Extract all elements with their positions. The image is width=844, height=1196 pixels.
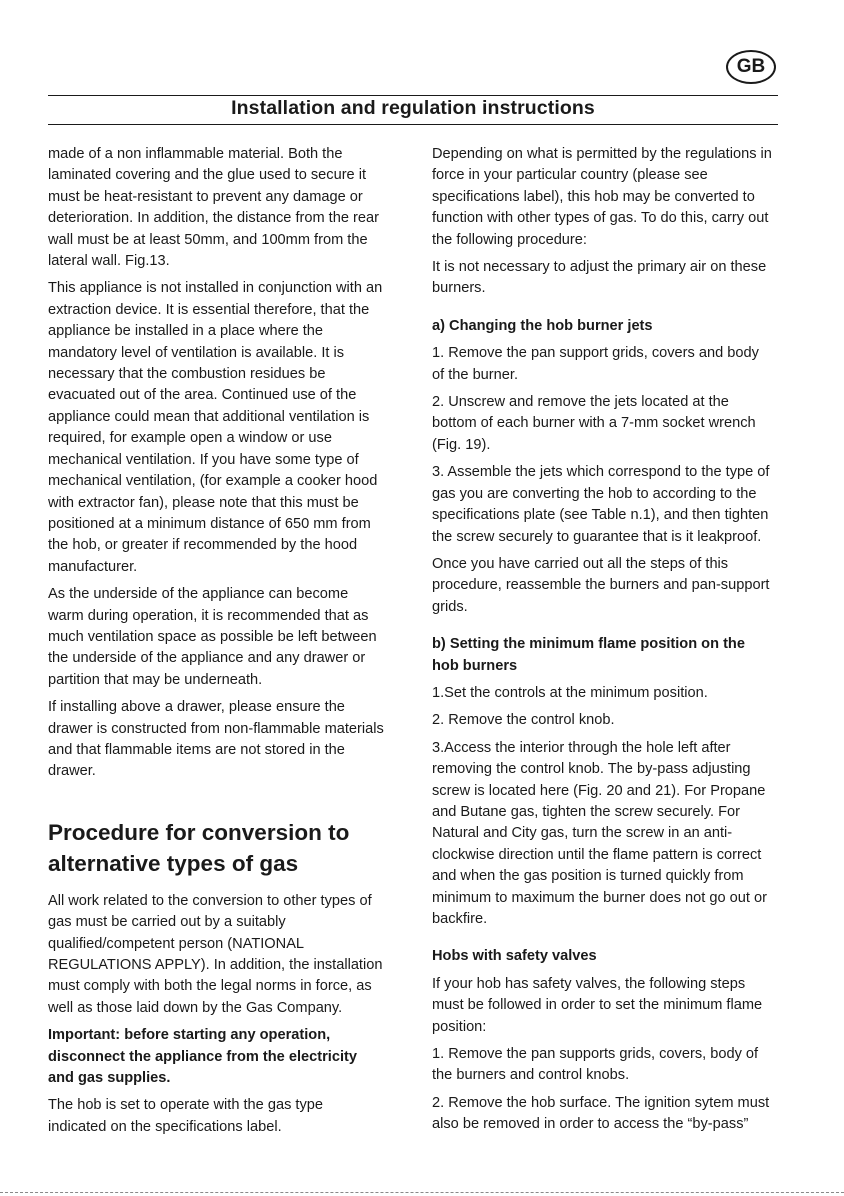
step: 2. Remove the hob surface. The ignition sytem must also be removed in order to access the “by-pass” [432,1094,770,1133]
paragraph: made of a non inflammable material. Both the laminated covering and the glue used to secure it must be heat-resistant to prevent any damage or deterioration. In addition, the distance from the rear wall must be at least 50mm, and 100mm from the lateral wall. Fig.13. [48,146,379,270]
paragraph: Depending on what is permitted by the regulations in force in your particular country (please see specifications label), this hob may be converted to function with other types of gas. To do this, carry out the following procedure: [432,146,772,248]
step: 3.Access the interior through the hole left after removing the control knob. The by-pass adjusting screw is located here (Fig. 20 and 21). For Propane and Butane gas, tighten the screw securely. For Natural and City gas, turn the screw in an anti-clockwise direction until the flame pattern is correct and when the gas position is turned quickly from minimum to maximum the burner does not go out or backfire. [432,739,767,927]
paragraph: The hob is set to operate with the gas type indicated on the specifications label. [48,1097,324,1135]
step: 3. Assemble the jets which correspond to the type of gas you are converting the hob to according to the specifications plate (see Table n.1), and then tighten the screw securely to guarantee that is it leakproof. [432,464,770,545]
paragraph: If your hob has safety valves, the following steps must be followed in order to set the minimum flame position: [432,975,763,1035]
header-top-rule [48,95,778,96]
paragraph: This appliance is not installed in conjunction with an extraction device. It is essential therefore, that the appliance be installed in a place where the mandatory level of ventilation is available. It is necessary that the combustion residues be evacuated out of the area. Continued use of the appliance could mean that additional ventilation is required, for example open a window or use mechanical ventilation. If you have some type of mechanical ventilation, (for example a cooker hood with extractor fan), please note that this must be positioned at a minimum distance of 650 mm from the hob, or greater if recommended by the hood manufacturer. [48,280,383,575]
step: 2. Unscrew and remove the jets located at the bottom of each burner with a 7-mm socket wrench (Fig. 19). [432,394,756,453]
left-column [48,144,384,1144]
page-bottom-edge [0,1192,844,1193]
subheading-safety-valves: Hobs with safety valves [432,948,597,965]
header-bottom-rule [48,124,778,125]
important-notice: Important: before starting any operation, disconnect the appliance from the electricity and gas supplies. [48,1027,357,1087]
step: 1.Set the controls at the minimum position. [432,684,708,701]
step: 1. Remove the pan support grids, covers and body of the burner. [432,345,759,383]
paragraph: It is not necessary to adjust the primary air on these burners. [432,259,767,297]
right-column [432,144,772,1142]
step: 1. Remove the pan supports grids, covers, body of the burners and control knobs. [432,1046,759,1084]
page-title: Installation and regulation instructions [231,97,595,119]
paragraph: As the underside of the appliance can become warm during operation, it is recommended that as much ventilation space as possible be left between the underside of the appliance and any drawer or partition that may be underneath. [48,586,377,688]
language-badge: GB [726,50,776,84]
subheading-changing-jets: a) Changing the hob burner jets [432,317,653,334]
step: 2. Remove the control knob. [432,712,615,729]
paragraph: If installing above a drawer, please ensure the drawer is constructed from non-flammable materials and that flammable items are not stored in the drawer. [48,699,384,780]
subheading-minimum-flame: b) Setting the minimum flame position on the hob burners [432,636,745,674]
paragraph: Once you have carried out all the steps of this procedure, reassemble the burners and pan-support grids. [432,555,770,615]
section-title-conversion: Procedure for conversion to alternative types of gas [48,819,350,876]
paragraph: All work related to the conversion to other types of gas must be carried out by a suitably qualified/competent person (NATIONAL REGULATIONS APPLY). In addition, the installation must comply with both the legal norms in force, as well as those laid down by the Gas Company. [48,892,383,1016]
